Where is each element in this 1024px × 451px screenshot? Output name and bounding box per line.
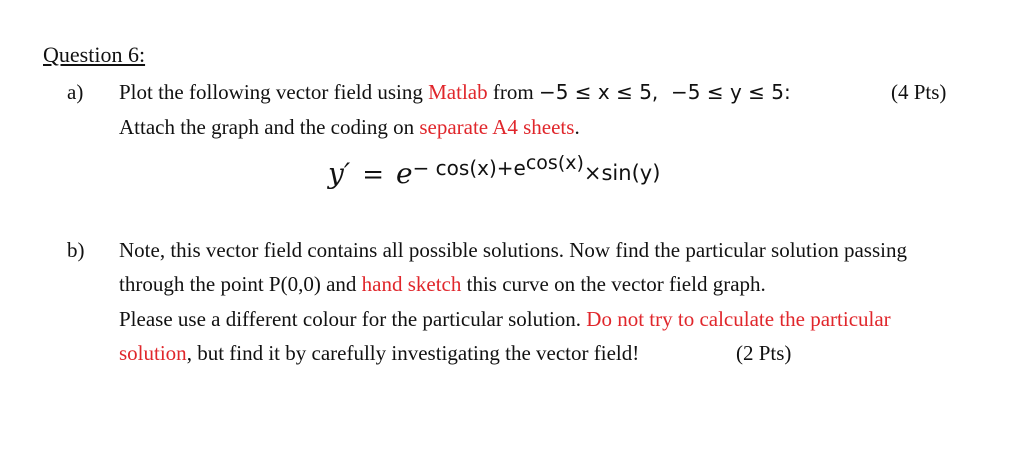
equation-inner-exponent: cos(x) — [525, 152, 584, 174]
part-b-line-2-end: this curve on the vector field graph. — [461, 272, 766, 296]
part-b-line-1: Note, this vector field contains all possible solutions. Now find the particular solution passing — [119, 238, 907, 262]
part-b-line-2-text: through the point P(0,0) and — [119, 272, 362, 296]
part-a-points: (4 Pts) — [891, 80, 947, 104]
part-b-line-3-text: Please use a different colour for the particular solution. — [119, 307, 587, 331]
part-a-line-1 — [119, 82, 791, 103]
equation-equals: = — [362, 160, 384, 190]
part-b-line-2 — [119, 274, 766, 295]
separate-sheets-highlight: separate A4 sheets — [419, 115, 575, 139]
equation-tail: ×sin(y) — [583, 161, 661, 185]
matlab-highlight: Matlab — [428, 80, 488, 104]
part-b-line-4-text: , but find it by carefully investigating the vector field! — [186, 341, 640, 365]
part-b-label: b) — [67, 238, 85, 262]
solution-highlight: solution — [119, 341, 187, 365]
do-not-calculate-highlight: Do not try to calculate the particular — [586, 307, 891, 331]
part-a-line-2-text: Attach the graph and the coding on — [119, 115, 420, 139]
differential-equation — [328, 152, 661, 190]
range-separator — [658, 80, 671, 104]
part-a-label: a) — [67, 80, 84, 104]
hand-sketch-highlight: hand sketch — [361, 272, 462, 296]
y-range: −5 ≤ y ≤ 5: — [671, 80, 791, 104]
question-title: Question 6: — [43, 42, 146, 67]
x-range: −5 ≤ x ≤ 5, — [538, 80, 659, 104]
part-b-points: (2 Pts) — [736, 341, 792, 365]
equation-lhs: y′ — [328, 157, 351, 190]
part-a-line-1-text: Plot the following vector field using — [119, 80, 429, 104]
part-b-line-4 — [119, 343, 639, 364]
part-a-line-2-end: . — [574, 115, 580, 139]
part-b-line-3 — [119, 309, 891, 330]
equation-base-e: e — [395, 157, 413, 190]
equation-exponent: − cos(x)+e — [412, 156, 526, 180]
part-a-line-2 — [119, 117, 580, 138]
part-a-from: from — [487, 80, 539, 104]
